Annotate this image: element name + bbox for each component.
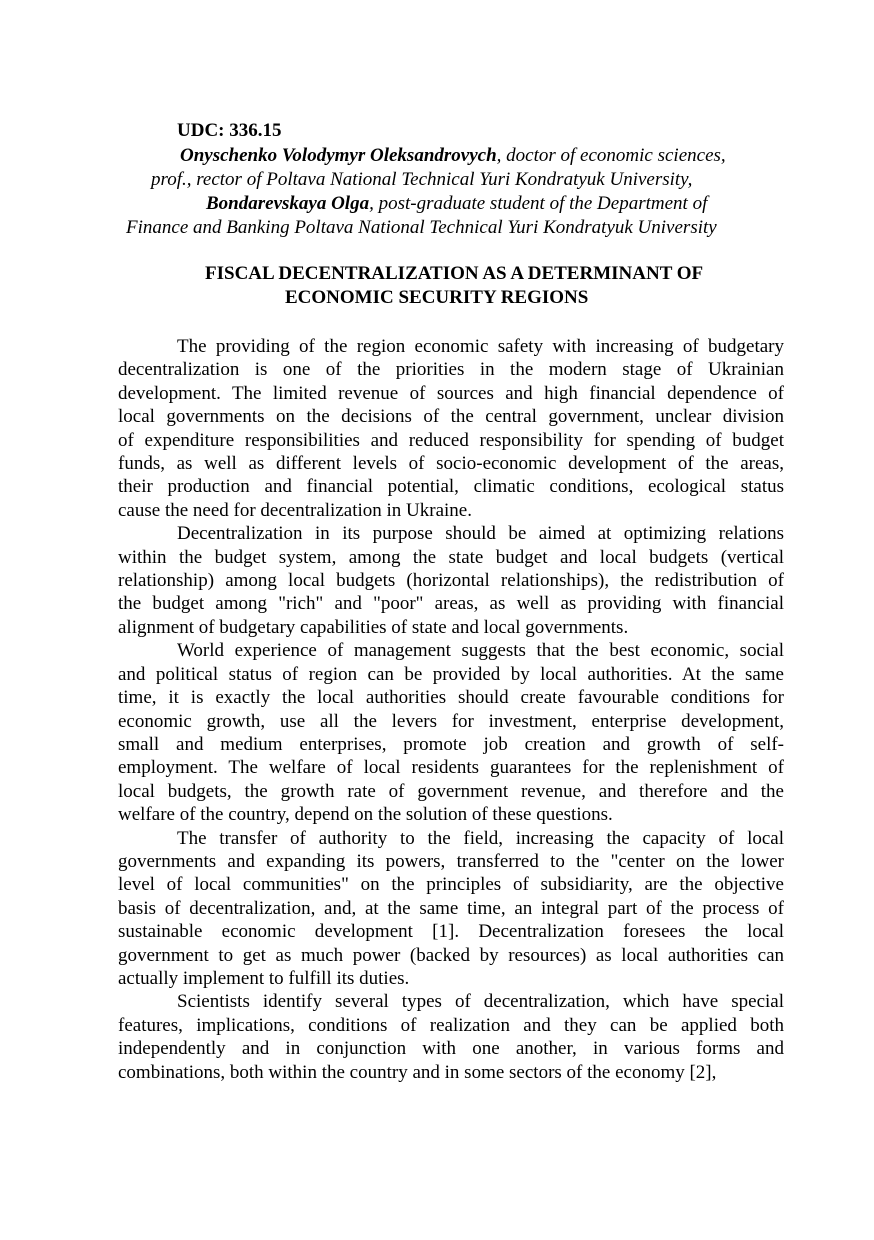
paragraph-line: their production and financial potential, climatic conditions, ecological status	[118, 476, 784, 498]
paragraph-line: alignment of budgetary capabilities of state and local governments.	[118, 616, 629, 638]
paragraph-line: time, it is exactly the local authorities should create favourable conditions for	[118, 687, 784, 709]
author-2-line-2: Finance and Banking Poltava National Technical Yuri Kondratyuk University	[126, 217, 717, 238]
paragraph	[118, 522, 784, 639]
paragraph-line: economic growth, use all the levers for investment, enterprise development,	[118, 710, 784, 732]
author-1-name: Onyschenko Volodymyr Oleksandrovych	[180, 145, 497, 166]
author-2-name: Bondarevskaya Olga	[206, 193, 370, 214]
author-2-line-1	[118, 192, 784, 216]
paragraph	[118, 639, 784, 826]
paragraph	[118, 335, 784, 522]
paragraph-line: Scientists identify several types of decentralization, which have special	[177, 991, 784, 1013]
paragraph-line: relationship) among local budgets (horizontal relationships), the redistribution of	[118, 570, 784, 592]
paragraph-line: the budget among "rich" and "poor" areas, as well as providing with financial	[118, 593, 784, 615]
title-line-1: FISCAL DECENTRALIZATION AS A DETERMINANT OF	[205, 263, 704, 284]
paragraph-line: The providing of the region economic safety with increasing of budgetary	[177, 336, 784, 357]
paragraph-line: employment. The welfare of local residents guarantees for the replenishment of	[118, 757, 784, 779]
paragraph-line: government to get as much power (backed by resources) as local authorities can	[118, 944, 784, 966]
paragraph-line: funds, as well as different levels of socio-economic development of the areas,	[118, 453, 784, 475]
author-1-line-1	[118, 144, 784, 168]
paragraph-line: Decentralization in its purpose should be aimed at optimizing relations	[177, 523, 784, 545]
body-text	[118, 335, 784, 1084]
paragraph-line: level of local communities" on the principles of subsidiarity, are the objective	[118, 874, 784, 896]
paragraph-line: The transfer of authority to the field, increasing the capacity of local	[177, 827, 784, 849]
paragraph-line: decentralization is one of the priorities in the modern stage of Ukrainian	[118, 359, 784, 381]
paragraph-line: World experience of management suggests that the best economic, social	[177, 640, 784, 662]
author-1-affiliation-start: , doctor of economic sciences,	[496, 145, 726, 166]
paragraph-line: and political status of region can be provided by local authorities. At the same	[118, 663, 784, 685]
paragraph-line: combinations, both within the country and in some sectors of the economy [2],	[118, 1061, 717, 1083]
author-block	[118, 144, 784, 240]
paragraph	[118, 990, 784, 1084]
paragraph-line: development. The limited revenue of sources and high financial dependence of	[118, 382, 784, 404]
udc-code: UDC: 336.15	[177, 120, 282, 141]
paragraph-line: of expenditure responsibilities and reduced responsibility for spending of budget	[118, 429, 784, 451]
author-2-affiliation-start: , post-graduate student of the Department of	[369, 193, 708, 214]
paragraph-line: local governments on the decisions of the central government, unclear division	[118, 406, 784, 428]
author-1-line-2: prof., rector of Poltava National Technical Yuri Kondratyuk University,	[151, 169, 693, 190]
paragraph-line: welfare of the country, depend on the solution of these questions.	[118, 804, 613, 826]
paragraph-line: small and medium enterprises, promote job creation and growth of self-	[118, 733, 784, 755]
paragraph-line: sustainable economic development [1]. Decentralization foresees the local	[118, 921, 784, 943]
paragraph-line: within the budget system, among the state budget and local budgets (vertical	[118, 546, 784, 568]
paragraph-line: local budgets, the growth rate of government revenue, and therefore and the	[118, 780, 784, 802]
paragraph-line: basis of decentralization, and, at the same time, an integral part of the process of	[118, 897, 784, 919]
paragraph-line: governments and expanding its powers, transferred to the "center on the lower	[118, 850, 784, 872]
paper-title	[118, 262, 784, 310]
paragraph	[118, 827, 784, 991]
paragraph-line: features, implications, conditions of realization and they can be applied both	[118, 1014, 784, 1036]
paragraph-line: independently and in conjunction with one another, in various forms and	[118, 1038, 784, 1060]
paragraph-line: cause the need for decentralization in Ukraine.	[118, 499, 472, 521]
title-line-2: ECONOMIC SECURITY REGIONS	[285, 287, 589, 308]
paragraph-line: actually implement to fulfill its duties.	[118, 967, 410, 989]
